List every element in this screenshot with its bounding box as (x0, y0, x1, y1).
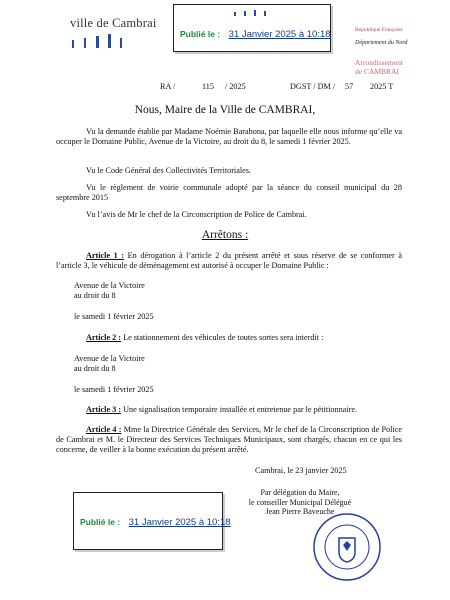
arrondissement-label (355, 58, 403, 76)
ra-year: / 2025 (225, 82, 246, 91)
publication-stamp-bottom (73, 492, 231, 550)
signature-place-date: Cambrai, le 23 janvier 2025 (255, 466, 347, 475)
article-3-text: Une signalisation temporaire installée et entretenue par le pétitionnaire. (121, 405, 357, 414)
publication-date: 31 Janvier 2025 à 10:18 (228, 28, 331, 40)
article-1 (56, 251, 402, 271)
city-seal (312, 512, 382, 582)
article-2-text: Le stationnement des véhicules de toutes sortes sera interdit : (121, 333, 324, 342)
dgst-suffix: 2025 T (370, 82, 394, 91)
arretons-heading: Arrêtons : (201, 229, 249, 241)
ra-label: RA / (160, 82, 176, 91)
signature-line-1: Par délégation du Maire, (260, 488, 340, 497)
article-4-label: Article 4 : (86, 425, 122, 434)
signature-line-2: le conseiller Municipal Délégué (248, 497, 352, 507)
article-2-date: le samedi 1 février 2025 (74, 385, 154, 394)
dgst-number: 57 (345, 82, 354, 91)
publication-date-bottom: 31 Janvier 2025 à 10:18 (128, 517, 231, 528)
article-2-place-1: Avenue de la Victoire (74, 354, 145, 363)
article-1-place-1: Avenue de la Victoire (74, 281, 145, 290)
article-2 (56, 333, 402, 343)
article-1-label: Article 1 : (86, 251, 125, 260)
article-1-text: En dérogation à l’article 2 du présent arrêté et sous réserve de se conformer à l’article 3, le véhicule de déménagement est autorisé à occuper le Domaine Public : (56, 251, 402, 271)
visa-reglement: Vu le règlement de voirie communale adopté par la séance du conseil municipal du 28 septembre 2015 (56, 183, 402, 203)
article-3 (56, 405, 402, 415)
logo-text: ville de Cambrai (70, 16, 157, 30)
signature-line-3: Jean Pierre Baveuche (265, 507, 335, 516)
visa-demande: Vu la demande établie par Madame Noémie Barahona, par laquelle elle nous informe qu’elle va occuper le Domaine Public, Avenue de la Victoire, au droit du 8, le samedi 1 février 2025. (56, 127, 402, 147)
visa-police: Vu l’avis de Mr le chef de la Circonscription de Police de Cambrai. (86, 210, 307, 219)
publication-stamp-top (173, 4, 331, 52)
republique-label: République Française (355, 27, 403, 33)
article-2-place-2: au droit du 8 (74, 364, 116, 373)
seal-icon (312, 512, 382, 582)
departement-label: Département du Nord (355, 40, 408, 46)
article-2-label: Article 2 : (86, 333, 122, 342)
article-1-place-2: au droit du 8 (74, 291, 116, 300)
publication-label: Publié le : (180, 28, 221, 39)
article-3-label: Article 3 : (86, 405, 122, 414)
article-4 (56, 425, 402, 456)
article-4-text: Mme la Directrice Générale des Services, Mr le chef de la Circonscription de Police de Cambrai et M. le Directeur des Services Techniques Municipaux, sont chargés, chacun en ce qui les concerne, de veiller à la bonne exécution du présent arrêté. (56, 425, 402, 455)
stamp-ornament-icon (214, 9, 294, 17)
ra-number: 115 (202, 82, 214, 91)
arrondissement-line2: de CAMBRAI (355, 67, 399, 76)
visa-code: Vu le Code Général des Collectivités Territoriales. (86, 166, 251, 175)
dgst-label: DGST / DM / (290, 82, 336, 91)
page-title: Nous, Maire de la Ville de CAMBRAI, (134, 104, 316, 116)
article-1-date: le samedi 1 février 2025 (74, 312, 154, 321)
publication-label-bottom: Publié le : (80, 517, 121, 527)
arrondissement-line1: Arrondissement (355, 58, 403, 67)
